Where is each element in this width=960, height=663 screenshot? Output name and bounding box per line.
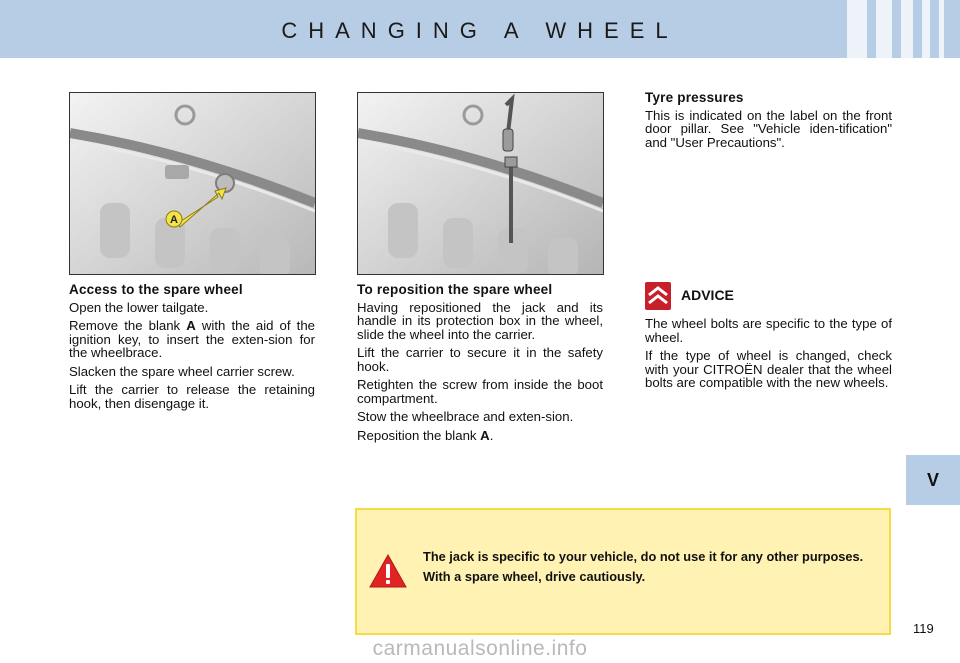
access-step-1: Open the lower tailgate. xyxy=(69,299,209,315)
tyre-pressures-text: This is indicated on the label on the front door pillar. See "Vehicle iden-tification" and "User Precautions". xyxy=(645,107,892,150)
page-title: CHANGING A WHEEL xyxy=(281,18,679,43)
warning-line-2: With a spare wheel, drive cautiously. xyxy=(423,568,646,584)
reposition-heading: To reposition the spare wheel xyxy=(357,282,553,297)
spare-wheel-access-illustration xyxy=(69,92,316,275)
reposition-section xyxy=(357,283,603,447)
reposition-step-4: Stow the wheelbrace and exten-sion. xyxy=(357,409,574,424)
warning-triangle-icon xyxy=(368,553,408,589)
tyre-pressures-section xyxy=(645,91,892,154)
warning-box xyxy=(355,508,891,635)
reposition-step-2: Lift the carrier to secure it in the safety hook. xyxy=(357,345,603,374)
citroen-logo-icon xyxy=(645,282,671,310)
advice-heading: ADVICE xyxy=(681,287,734,304)
watermark: carmanualsonline.info xyxy=(372,637,588,660)
access-section xyxy=(69,283,315,415)
access-step-2: Remove the blank A with the aid of the ignition key, to insert the exten-sion for the wheelbrace. xyxy=(69,318,315,360)
header-decoration-stripes xyxy=(847,0,944,58)
tyre-pressures-heading: Tyre pressures xyxy=(645,90,744,105)
spare-wheel-reposition-illustration xyxy=(357,92,604,275)
reposition-step-5: Reposition the blank A. xyxy=(357,427,494,443)
section-tab: V xyxy=(906,455,960,505)
reposition-step-1: Having repositioned the jack and its handle in its protection box in the wheel, slide the wheel into the carrier. xyxy=(357,299,603,342)
marker-a-label: A xyxy=(170,214,178,226)
reposition-step-3: Retighten the screw from inside the boot compartment. xyxy=(357,377,603,406)
advice-text-2: If the type of wheel is changed, check with your CITROËN dealer that the wheel bolts are compatible with the new wheels. xyxy=(645,348,892,390)
warning-text xyxy=(423,550,885,589)
access-heading: Access to the spare wheel xyxy=(69,282,243,297)
page-header xyxy=(0,0,960,58)
access-step-4: Lift the carrier to release the retaining hook, then disengage it. xyxy=(69,382,315,411)
advice-text-1: The wheel bolts are specific to the type of wheel. xyxy=(645,316,892,345)
access-step-3: Slacken the spare wheel carrier screw. xyxy=(69,363,295,379)
warning-line-1: The jack is specific to your vehicle, do not use it for any other purposes. xyxy=(423,549,864,564)
page-number: 119 xyxy=(913,621,934,636)
advice-section xyxy=(645,282,892,395)
